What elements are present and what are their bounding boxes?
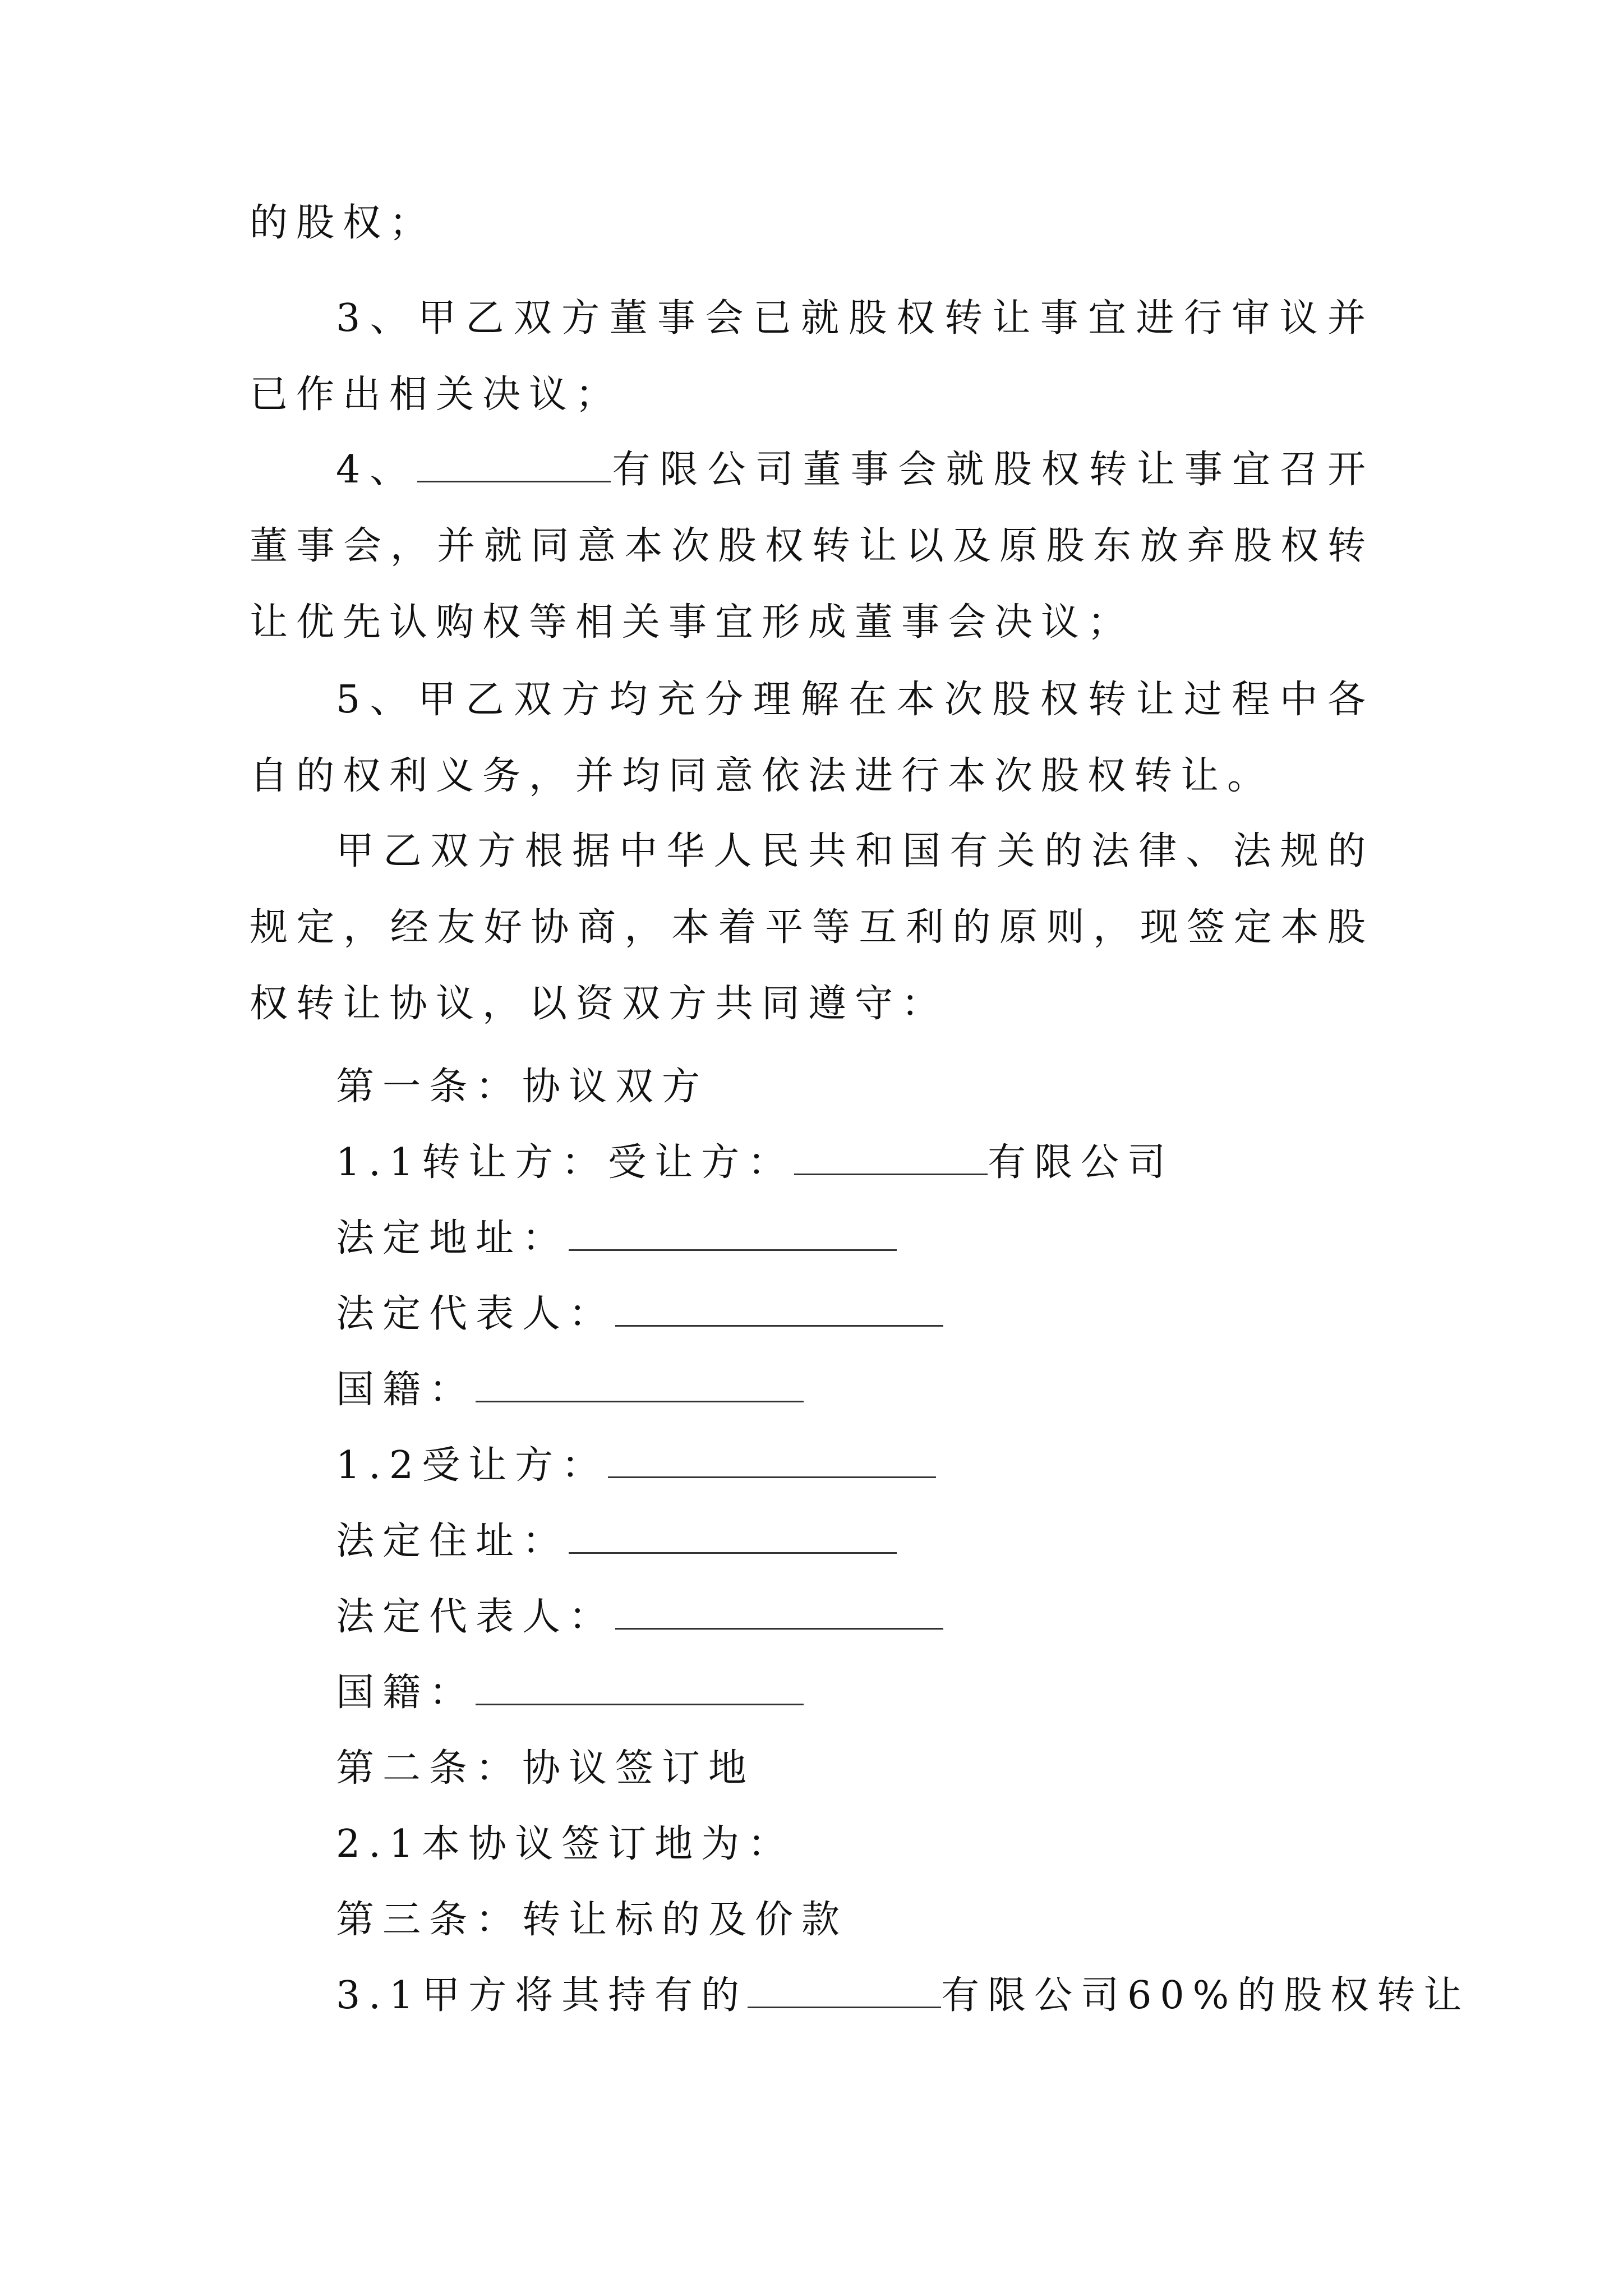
item-3-1-suffix: 有限公司60%的股权转让 <box>941 1973 1470 2018</box>
item-2-1: 2.1本协议签订地为： <box>336 1822 795 1866</box>
transferee-blank <box>608 1443 936 1478</box>
legal-address-line <box>336 1200 897 1277</box>
item-1-1-prefix: 1.1转让方：受让方： <box>336 1140 795 1185</box>
item-1-2-label: 1.2受让方： <box>336 1443 608 1488</box>
legal-rep-line-1 <box>336 1276 943 1352</box>
paragraph-4 <box>250 432 1374 661</box>
nationality-blank-2 <box>476 1670 804 1705</box>
nationality-label-2: 国籍： <box>336 1671 476 1715</box>
paragraph-5: 5、甲乙双方均充分理解在本次股权转让过程中各自的权利义务，并均同意依法进行本次股权转让。 <box>250 678 1374 798</box>
legal-residence-label: 法定住址： <box>336 1519 569 1563</box>
legal-residence-blank <box>569 1519 897 1554</box>
item-1-2 <box>336 1428 936 1504</box>
legal-residence-line <box>336 1503 897 1580</box>
legal-rep-label-1: 法定代表人： <box>336 1292 616 1336</box>
item-1-1 <box>336 1125 1174 1201</box>
target-company-blank <box>748 1973 941 2008</box>
article-1-title: 第一条：协议双方 <box>336 1065 709 1109</box>
legal-rep-blank-1 <box>615 1291 943 1327</box>
nationality-blank-1 <box>476 1367 804 1402</box>
transferee-company-blank <box>794 1140 988 1175</box>
nationality-label-1: 国籍： <box>336 1368 476 1412</box>
line-shareholding-end: 的股权； <box>250 201 436 245</box>
legal-address-label: 法定地址： <box>336 1216 569 1260</box>
nationality-line-1 <box>336 1352 804 1428</box>
paragraph-4-suffix: 有限公司董事会就股权转让事宜召开董事会，并就同意本次股权转让以及原股东放弃股权转让优先认购权等相关事宜形成董事会决议； <box>250 448 1374 645</box>
legal-rep-line-2 <box>336 1579 943 1655</box>
legal-rep-label-2: 法定代表人： <box>336 1595 616 1639</box>
paragraph-3: 3、甲乙双方董事会已就股权转让事宜进行审议并已作出相关决议； <box>250 296 1374 417</box>
legal-rep-blank-2 <box>615 1594 943 1630</box>
legal-address-blank <box>569 1216 897 1251</box>
item-1-1-suffix: 有限公司 <box>988 1140 1174 1185</box>
item-3-1 <box>336 1958 1470 2034</box>
paragraph-6: 甲乙双方根据中华人民共和国有关的法律、法规的规定，经友好协商，本着平等互利的原则，现签定本股权转让协议，以资双方共同遵守： <box>250 829 1374 1026</box>
paragraph-4-prefix: 4、 <box>336 448 418 492</box>
article-2-title: 第二条：协议签订地 <box>336 1746 755 1791</box>
company-name-blank <box>417 447 611 482</box>
item-3-1-prefix: 3.1甲方将其持有的 <box>336 1973 748 2018</box>
article-3-title: 第三条：转让标的及价款 <box>336 1898 849 1942</box>
nationality-line-2 <box>336 1655 804 1731</box>
